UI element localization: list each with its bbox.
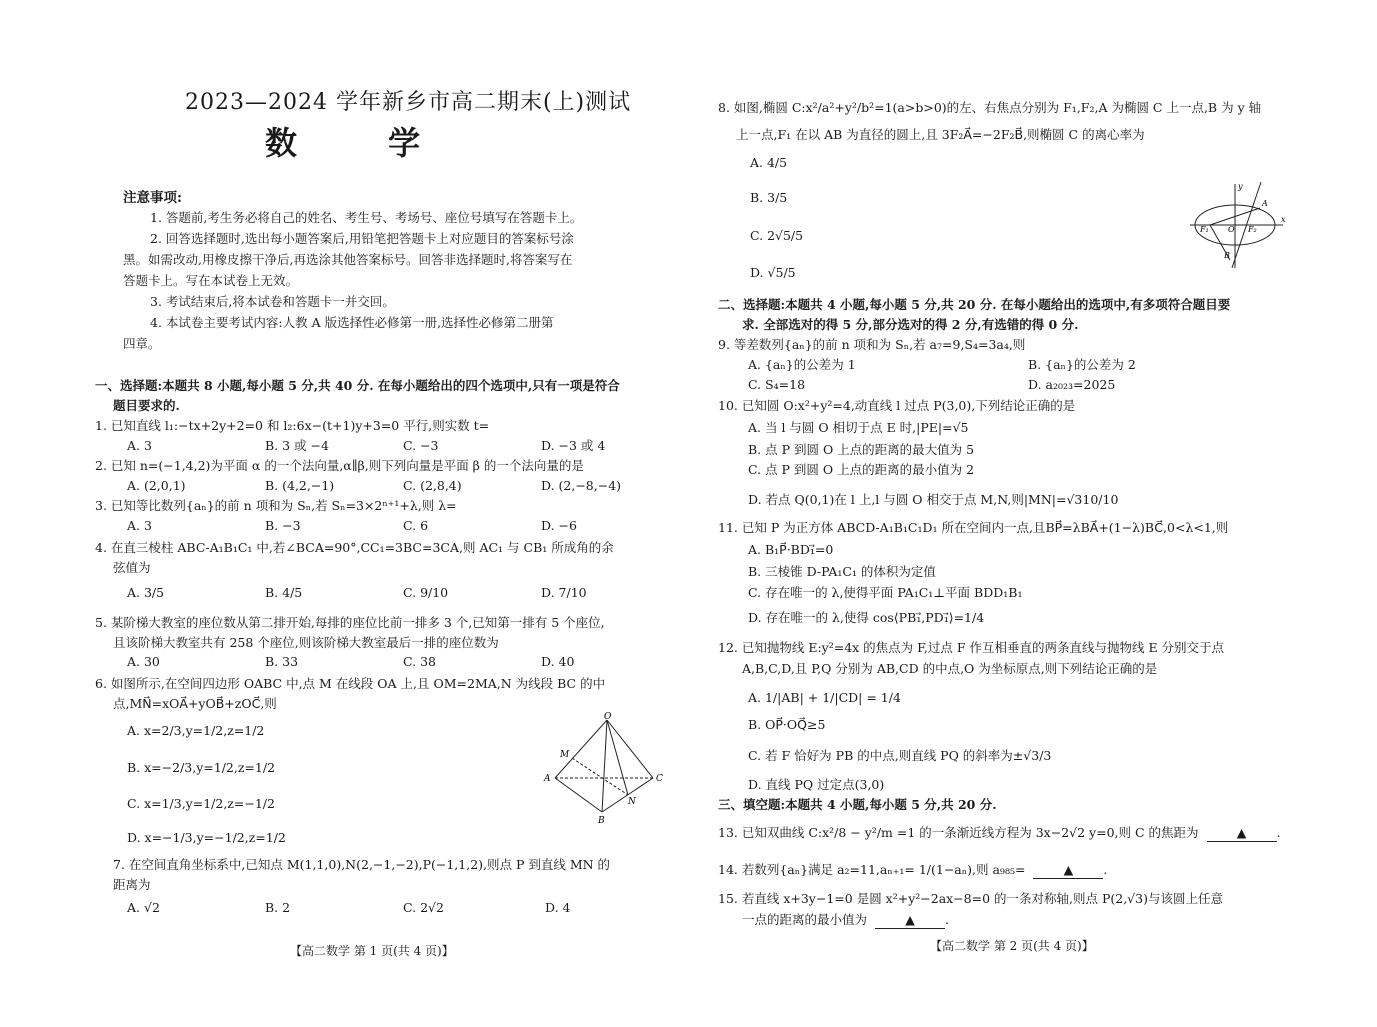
q3-option-d: D. −6 xyxy=(541,518,577,533)
q8-option-b: B. 3/5 xyxy=(750,190,788,205)
q2-option-d: D. (2,−8,−4) xyxy=(541,478,622,493)
subject-title: 数 学 xyxy=(265,124,461,162)
q10-stem: 10. 已知圆 O:x²+y²=4,动直线 l 过点 P(3,0),下列结论正确的是 xyxy=(718,398,1076,413)
section2-heading: 二、选择题:本题共 4 小题,每小题 5 分,共 20 分. 在每小题给出的选项中,有多项符合题目要 xyxy=(718,297,1231,312)
q14-text: 14. 若数列{aₙ}满足 a₂=11,aₙ₊₁= 1/(1−aₙ),则 a₉₈₅= xyxy=(718,862,1026,877)
q7-option-b: B. 2 xyxy=(265,900,291,915)
ellipse-figure xyxy=(1188,180,1288,270)
q5-option-a: A. 30 xyxy=(127,654,160,669)
q6-option-b: B. x=−2/3,y=1/2,z=1/2 xyxy=(127,760,276,775)
section1-heading-cont: 题目要求的. xyxy=(113,398,180,413)
fig-label-y: y xyxy=(1238,182,1243,191)
notice-line: 3. 考试结束后,将本试卷和答题卡一并交回。 xyxy=(150,294,395,309)
q15-text: 一点的距离的最小值为 xyxy=(742,912,868,927)
notice-heading: 注意事项: xyxy=(123,190,182,206)
q7-option-c: C. 2√2 xyxy=(403,900,444,915)
q2-option-b: B. (4,2,−1) xyxy=(265,478,335,493)
page-left xyxy=(95,0,665,1027)
exam-title: 2023—2024 学年新乡市高二期末(上)测试 xyxy=(185,90,632,115)
q6-option-c: C. x=1/3,y=1/2,z=−1/2 xyxy=(127,796,275,811)
q5-stem-cont: 且该阶梯大教室共有 258 个座位,则该阶梯大教室最后一排的座位数为 xyxy=(113,635,499,650)
q7-stem-cont: 距离为 xyxy=(113,877,151,892)
q1-option-b: B. 3 或 −4 xyxy=(265,438,329,453)
q2-stem: 2. 已知 n=(−1,4,2)为平面 α 的一个法向量,α∥β,则下列向量是平面 β 的一个法向量的是 xyxy=(95,458,584,473)
q5-option-c: C. 38 xyxy=(403,654,436,669)
q8-stem-cont: 上一点,F₁ 在以 AB 为直径的圆上,且 3F₂A⃗=−2F₂B⃗,则椭圆 C 的离心率为 xyxy=(736,127,1145,142)
fig-label-a: A xyxy=(1262,199,1268,208)
q9-option-a: A. {aₙ}的公差为 1 xyxy=(748,357,856,372)
q1-option-c: C. −3 xyxy=(403,438,439,453)
fig-label-x: x xyxy=(1281,215,1286,224)
q4-option-c: C. 9/10 xyxy=(403,585,449,600)
notice-line: 2. 回答选择题时,选出每小题答案后,用铅笔把答题卡上对应题目的答案标号涂 xyxy=(150,231,574,246)
q13-stem: 13. 已知双曲线 C:x²/8 − y²/m =1 的一条渐近线方程为 3x−2√2 y=0,则 C 的焦距为 ▲ . xyxy=(718,825,1281,840)
q4-option-a: A. 3/5 xyxy=(127,585,165,600)
notice-line: 黑。如需改动,用橡皮擦干净后,再选涂其他答案标号。回答非选择题时,将答案写在 xyxy=(123,252,573,267)
q6-option-a: A. x=2/3,y=1/2,z=1/2 xyxy=(127,723,265,738)
q12-stem-cont: A,B,C,D,且 P,Q 分别为 AB,CD 的中点,O 为坐标原点,则下列结论正确的是 xyxy=(742,661,1158,676)
q4-stem-cont: 弦值为 xyxy=(113,560,151,575)
q7-option-d: D. 4 xyxy=(545,900,571,915)
q9-option-b: B. {aₙ}的公差为 2 xyxy=(1028,357,1136,372)
q1-stem: 1. 已知直线 l₁:−tx+2y+2=0 和 l₂:6x−(t+1)y+3=0 平行,则实数 t= xyxy=(95,418,490,433)
fig-label-o: O xyxy=(1228,225,1235,234)
q12-option-b: B. OP⃗·OQ⃗≥5 xyxy=(748,717,826,732)
q8-stem: 8. 如图,椭圆 C:x²/a²+y²/b²=1(a>b>0)的左、右焦点分别为 F₁,F₂,A 为椭圆 C 上一点,B 为 y 轴 xyxy=(718,100,1262,115)
q11-stem: 11. 已知 P 为正方体 ABCD-A₁B₁C₁D₁ 所在空间内一点,且BP⃗=λBA⃗+(1−λ)BC⃗,0<λ<1,则 xyxy=(718,520,1229,535)
q4-option-b: B. 4/5 xyxy=(265,585,303,600)
tetrahedron-figure xyxy=(540,710,670,825)
q1-option-d: D. −3 或 4 xyxy=(541,438,606,453)
section3-heading: 三、填空题:本题共 4 小题,每小题 5 分,共 20 分. xyxy=(718,797,997,812)
fig-label-m: M xyxy=(560,750,570,760)
q12-option-c: C. 若 F 恰好为 PB 的中点,则直线 PQ 的斜率为±√3/3 xyxy=(748,748,1052,763)
q11-option-d: D. 存在唯一的 λ,使得 cos⟨PB₁⃗,PD₁⃗⟩=1/4 xyxy=(748,610,985,625)
q9-option-c: C. S₄=18 xyxy=(748,377,806,392)
q3-stem: 3. 已知等比数列{aₙ}的前 n 项和为 Sₙ,若 Sₙ=3×2ⁿ⁺¹+λ,则 λ= xyxy=(95,498,457,513)
q14-stem: 14. 若数列{aₙ}满足 a₂=11,aₙ₊₁= 1/(1−aₙ),则 a₉₈₅= ▲ . xyxy=(718,862,1108,877)
q13-text: 13. 已知双曲线 C:x²/8 − y²/m =1 的一条渐近线方程为 3x−2√2 y=0,则 C 的焦距为 xyxy=(718,825,1199,840)
q7-option-a: A. √2 xyxy=(127,900,160,915)
q2-option-c: C. (2,8,4) xyxy=(403,478,462,493)
q6-option-d: D. x=−1/3,y=−1/2,z=1/2 xyxy=(127,830,286,845)
fig-label-a: A xyxy=(544,774,551,784)
notice-line: 答题卡上。写在本试卷上无效。 xyxy=(123,273,299,288)
fig-label-c: C xyxy=(656,774,663,784)
q6-stem: 6. 如图所示,在空间四边形 OABC 中,点 M 在线段 OA 上,且 OM=2MA,N 为线段 BC 的中 xyxy=(95,676,606,691)
q12-option-a: A. 1/|AB| + 1/|CD| = 1/4 xyxy=(748,690,901,705)
section2-heading-cont: 求. 全部选对的得 5 分,部分选对的得 2 分,有选错的得 0 分. xyxy=(742,317,1079,332)
q4-option-d: D. 7/10 xyxy=(541,585,587,600)
q3-option-a: A. 3 xyxy=(127,518,152,533)
q5-option-d: D. 40 xyxy=(541,654,575,669)
q12-stem: 12. 已知抛物线 E:y²=4x 的焦点为 F,过点 F 作互相垂直的两条直线与抛物线 E 分别交于点 xyxy=(718,640,1225,655)
page-right xyxy=(718,0,1293,1027)
q12-option-d: D. 直线 PQ 过定点(3,0) xyxy=(748,777,885,792)
notice-line: 四章。 xyxy=(123,336,161,351)
q11-option-b: B. 三棱锥 D-PA₁C₁ 的体积为定值 xyxy=(748,564,936,579)
q3-option-b: B. −3 xyxy=(265,518,301,533)
q5-stem: 5. 某阶梯大教室的座位数从第二排开始,每排的座位比前一排多 3 个,已知第一排有 5 个座位, xyxy=(95,615,605,630)
section1-heading: 一、选择题:本题共 8 小题,每小题 5 分,共 40 分. 在每小题给出的四个选项中,只有一项是符合 xyxy=(95,378,620,393)
fig-label-b: B xyxy=(598,816,605,825)
q9-stem: 9. 等差数列{aₙ}的前 n 项和为 Sₙ,若 a₇=9,S₄=3a₄,则 xyxy=(718,337,1026,352)
q1-option-a: A. 3 xyxy=(127,438,152,453)
fig-label-o: O xyxy=(604,712,612,722)
notice-line: 4. 本试卷主要考试内容:人教 A 版选择性必修第一册,选择性必修第二册第 xyxy=(150,315,554,330)
q3-option-c: C. 6 xyxy=(403,518,429,533)
q2-option-a: A. (2,0,1) xyxy=(127,478,186,493)
q4-stem: 4. 在直三棱柱 ABC-A₁B₁C₁ 中,若∠BCA=90°,CC₁=3BC=3CA,则 AC₁ 与 CB₁ 所成角的余 xyxy=(95,540,614,555)
q10-option-d: D. 若点 Q(0,1)在 l 上,l 与圆 O 相交于点 M,N,则|MN|=√310/10 xyxy=(748,492,1119,507)
q11-option-a: A. B₁P⃗·BD₁⃗=0 xyxy=(748,542,834,557)
q15-stem-cont: 一点的距离的最小值为 ▲ . xyxy=(742,912,949,927)
page-footer: 【高二数学 第 2 页(共 4 页)】 xyxy=(930,939,1094,953)
q8-option-c: C. 2√5/5 xyxy=(750,228,804,243)
q10-option-c: C. 点 P 到圆 O 上点的距离的最小值为 2 xyxy=(748,462,975,477)
q13-answer-blank: ▲ xyxy=(1207,825,1277,842)
q15-answer-blank: ▲ xyxy=(875,912,945,929)
q8-option-a: A. 4/5 xyxy=(750,155,788,170)
q9-option-d: D. a₂₀₂₃=2025 xyxy=(1028,377,1116,392)
fig-label-f1: F₁ xyxy=(1200,225,1209,234)
page-footer: 【高二数学 第 1 页(共 4 页)】 xyxy=(290,944,454,958)
fig-label-b: B xyxy=(1224,251,1230,260)
q10-option-a: A. 当 l 与圆 O 相切于点 E 时,|PE|=√5 xyxy=(748,420,969,435)
q7-stem: 7. 在空间直角坐标系中,已知点 M(1,1,0),N(2,−1,−2),P(−1,1,2),则点 P 到直线 MN 的 xyxy=(113,857,611,872)
q10-option-b: B. 点 P 到圆 O 上点的距离的最大值为 5 xyxy=(748,442,975,457)
q14-answer-blank: ▲ xyxy=(1033,862,1103,879)
notice-line: 1. 答题前,考生务必将自己的姓名、考生号、考场号、座位号填写在答题卡上。 xyxy=(150,210,583,225)
q11-option-c: C. 存在唯一的 λ,使得平面 PA₁C₁⊥平面 BDD₁B₁ xyxy=(748,585,1023,600)
q5-option-b: B. 33 xyxy=(265,654,299,669)
fig-label-n: N xyxy=(628,797,636,807)
q8-option-d: D. √5/5 xyxy=(750,265,796,280)
q6-stem-cont: 点,MN⃗=xOA⃗+yOB⃗+zOC⃗,则 xyxy=(113,696,277,711)
q15-stem: 15. 若直线 x+3y−1=0 是圆 x²+y²−2ax−8=0 的一条对称轴,则点 P(2,√3)与该圆上任意 xyxy=(718,891,1223,906)
fig-label-f2: F₂ xyxy=(1248,225,1257,234)
